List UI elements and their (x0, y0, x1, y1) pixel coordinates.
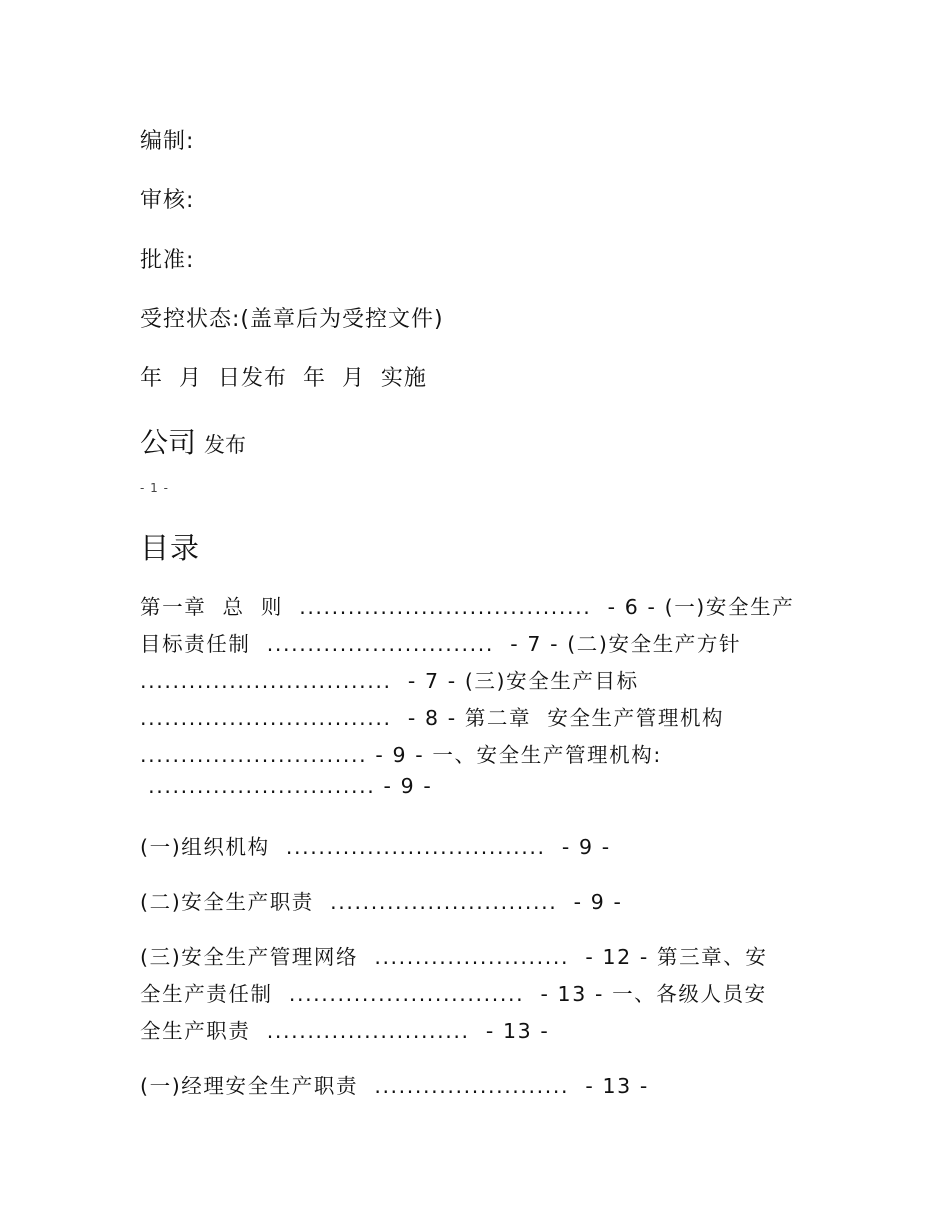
toc-line: ............................... - 7 - (三)安全生产目标 (140, 669, 639, 693)
release-date-line: 年 月 日发布 年 月 实施 (140, 366, 427, 391)
control-status: 受控状态:(盖章后为受控文件) (140, 307, 444, 332)
toc-line: ............................ - 9 - 一、安全生产管理机构: (140, 743, 662, 767)
toc-line: 目标责任制 ............................ - 7 - (二)安全生产方针 (140, 632, 742, 656)
company-release-line (140, 421, 246, 461)
toc-line: 全生产责任制 ............................. - 13 - 一、各级人员安 (140, 982, 767, 1006)
toc-line: ............................ - 9 - (140, 774, 433, 798)
toc-line: (三)安全生产管理网络 ........................ - 12 - 第三章、安 (140, 945, 768, 969)
company-release-suffix: 发布 (204, 433, 247, 457)
page-number: - 1 - (140, 481, 169, 495)
reviewer-label: 审核: (140, 188, 195, 213)
company-name: 公司 (140, 426, 197, 459)
toc-title: 目录 (140, 531, 201, 565)
approver-label: 批准: (140, 248, 195, 273)
toc-line: (一)组织机构 ................................ - 9 - (140, 835, 611, 859)
toc-line: ............................... - 8 - 第二章 安全生产管理机构 (140, 706, 725, 730)
toc-line: (一)经理安全生产职责 ........................ - 13 - (140, 1074, 649, 1098)
toc-line: (二)安全生产职责 ............................ - 9 - (140, 890, 623, 914)
toc-line: 第一章 总 则 .................................... - 6 - (一)安全生产 (140, 595, 795, 619)
compiler-label: 编制: (140, 129, 195, 154)
toc-line: 全生产职责 ......................... - 13 - (140, 1019, 550, 1043)
